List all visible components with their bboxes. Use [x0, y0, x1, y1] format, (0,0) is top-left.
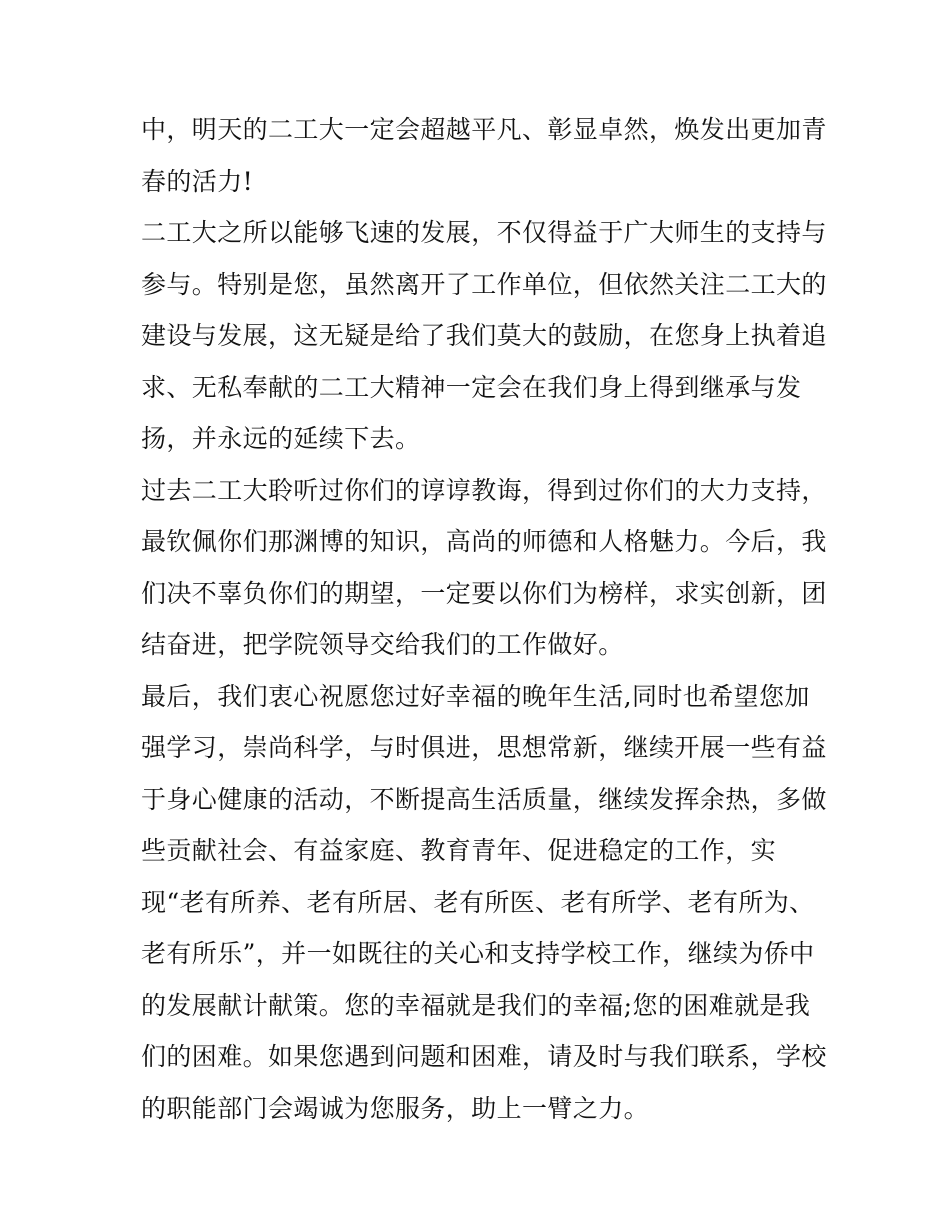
text-line: 于身心健康的活动，不断提高生活质量，继续发挥余热，多做 — [141, 784, 827, 814]
text-line: 强学习，崇尚科学，与时俱进，思想常新，继续开展一些有益 — [141, 733, 827, 762]
text-line: 扬，并永远的延续下去。 — [141, 424, 421, 453]
text-line: 求、无私奉献的二工大精神一定会在我们身上得到继承与发 — [141, 372, 802, 402]
text-line: 过去二工大聆听过你们的谆谆教诲，得到过你们的大力支持， — [141, 475, 827, 505]
text-line: 们决不辜负你们的期望，一定要以你们为榜样，求实创新，团 — [141, 578, 827, 608]
text-line: 的发展献计献策。您的幸福就是我们的幸福;您的困难就是我 — [141, 990, 811, 1020]
letter-body — [141, 104, 827, 1134]
text-line: 结奋进，把学院领导交给我们的工作做好。 — [141, 630, 624, 659]
text-line: 建设与发展，这无疑是给了我们莫大的鼓励，在您身上执着追 — [141, 321, 827, 350]
text-line: 们的困难。如果您遇到问题和困难，请及时与我们联系，学校 — [141, 1042, 827, 1071]
text-line: 老有所乐”，并一如既往的关心和支持学校工作，继续为侨中 — [141, 939, 815, 968]
text-line: 现“老有所养、老有所居、老有所医、老有所学、老有所为、 — [141, 887, 815, 917]
text-line: 参与。特别是您，虽然离开了工作单位，但依然关注二工大的 — [141, 269, 827, 299]
text-line: 中，明天的二工大一定会超越平凡、彰显卓然，焕发出更加青 — [141, 115, 827, 144]
text-line: 的职能部门会竭诚为您服务，助上一臂之力。 — [141, 1093, 650, 1123]
text-line: 些贡献社会、有益家庭、教育青年、促进稳定的工作，实 — [141, 836, 777, 865]
text-line: 二工大之所以能够飞速的发展，不仅得益于广大师生的支持与 — [141, 218, 827, 247]
text-line: 最钦佩你们那渊博的知识，高尚的师德和人格魅力。今后，我 — [141, 527, 827, 556]
text-line: 最后，我们衷心祝愿您过好幸福的晚年生活,同时也希望您加 — [141, 681, 810, 711]
text-line: 春的活力! — [141, 166, 254, 196]
